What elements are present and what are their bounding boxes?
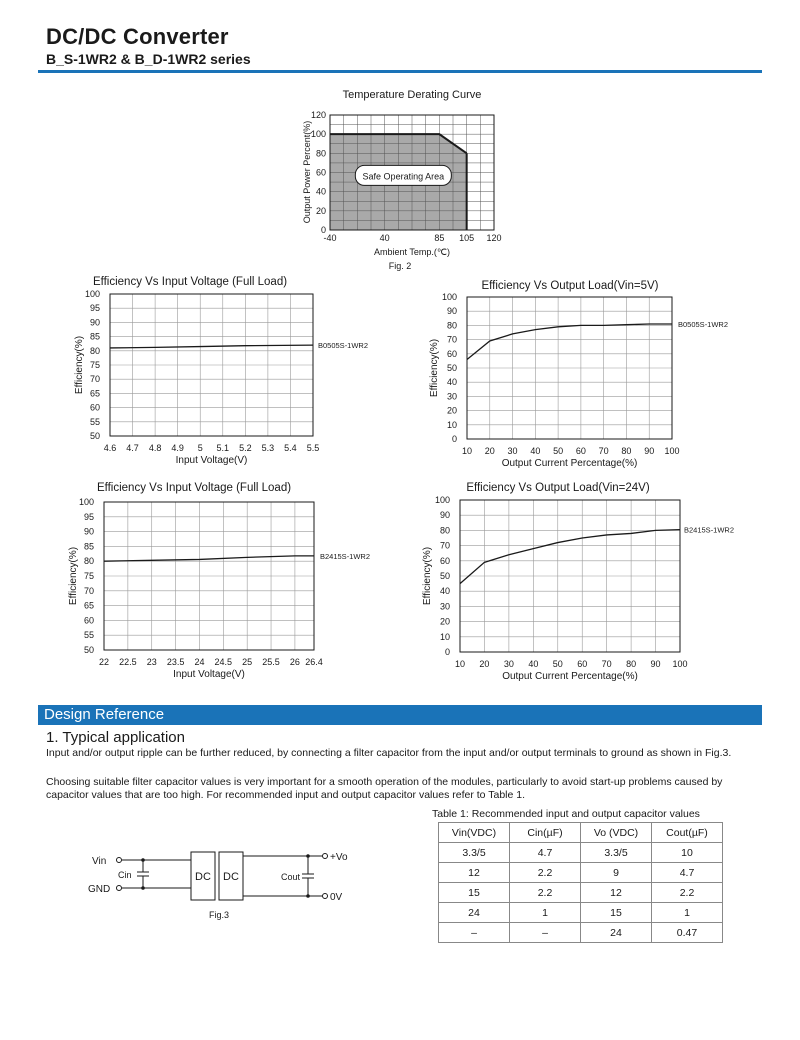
x-tick-label: 4.6 (103, 443, 117, 453)
table-cell: 2.2 (652, 883, 723, 903)
table-cell: 15 (439, 883, 510, 903)
table1-caption: Table 1: Recommended input and output capacitor values (432, 808, 700, 820)
y-tick-label: 60 (439, 555, 450, 566)
y-tick-label: 75 (83, 571, 94, 581)
x-tick-label: 26 (289, 657, 300, 667)
y-tick-label: 90 (446, 306, 457, 317)
x-tick-label: 80 (626, 659, 637, 669)
design-reference-bar (38, 705, 762, 725)
table-cell: 12 (581, 883, 652, 903)
y-tick-label: 80 (89, 345, 100, 356)
y-tick-label: 20 (446, 405, 457, 416)
y-tick-label: 120 (310, 110, 326, 120)
y-axis-label: Efficiency(%) (74, 335, 85, 395)
y-axis-label: Efficiency(%) (429, 338, 440, 398)
fig3-caption: Fig.3 (208, 910, 230, 920)
efficiency-vs-input-voltage-24v-chart (64, 478, 400, 690)
x-tick-label: 120 (486, 233, 502, 243)
y-tick-label: 70 (83, 585, 94, 596)
y-tick-label: 80 (83, 556, 94, 567)
table-cell: 24 (581, 923, 652, 943)
y-tick-label: 90 (439, 510, 450, 521)
y-tick-label: 85 (83, 541, 94, 552)
table-cell: 2.2 (510, 883, 581, 903)
y-tick-label: 0 (444, 647, 450, 657)
x-tick-label: 20 (479, 659, 490, 669)
dc-block-2: DC (223, 871, 239, 883)
y-tick-label: 70 (446, 334, 457, 345)
y-tick-label: 60 (446, 348, 457, 359)
x-tick-label: 25 (242, 657, 253, 667)
table-cell: 2.2 (510, 863, 581, 883)
ov-label: 0V (330, 892, 343, 903)
x-tick-label: 85 (434, 233, 445, 243)
fig2-title: Temperature Derating Curve (342, 89, 482, 101)
cin-label: Cin (118, 870, 132, 880)
y-tick-label: 20 (439, 616, 450, 627)
x-tick-label: 100 (672, 659, 688, 669)
y-tick-label: 0 (320, 225, 326, 235)
x-tick-label: 90 (644, 446, 655, 456)
y-tick-label: 10 (439, 631, 450, 642)
fig2-xlabel: Ambient Temp.(℃) (374, 247, 450, 257)
fig2-ylabel: Output Power Percent(%) (302, 120, 312, 224)
y-tick-label: 30 (439, 601, 450, 612)
table-row (439, 863, 723, 883)
x-tick-label: 24 (194, 657, 205, 667)
x-tick-label: 23 (146, 657, 157, 667)
header-rule (38, 70, 762, 73)
efficiency-vs-input-voltage-5v-chart (70, 272, 400, 472)
x-tick-label: 100 (664, 446, 680, 456)
y-axis-label: Efficiency(%) (422, 546, 433, 606)
x-tick-label: 105 (459, 233, 475, 243)
series-line (110, 345, 313, 348)
fig3-circuit-diagram (86, 842, 366, 922)
x-tick-label: 5.3 (261, 443, 275, 453)
section-title: Design Reference (44, 706, 165, 723)
y-tick-label: 55 (89, 416, 100, 427)
y-tick-label: 100 (84, 289, 100, 299)
cout-label: Cout (281, 872, 301, 882)
table-cell: 0.47 (652, 923, 723, 943)
gnd-label: GND (88, 884, 111, 895)
table-cell: 4.7 (510, 843, 581, 863)
page-title: DC/DC Converter (46, 24, 229, 49)
chart-title: Efficiency Vs Input Voltage (Full Load) (96, 482, 292, 494)
x-axis-label: Input Voltage(V) (173, 669, 245, 680)
y-tick-label: 40 (315, 186, 326, 197)
column-header: Vo (VDC) (581, 823, 652, 843)
x-tick-label: 22.5 (119, 657, 137, 667)
x-tick-label: 30 (503, 659, 514, 669)
y-tick-label: 50 (83, 645, 94, 655)
x-tick-label: 80 (621, 446, 632, 456)
table-row (439, 923, 723, 943)
y-tick-label: 100 (310, 129, 326, 140)
x-tick-label: 4.8 (148, 443, 162, 453)
table-cell: 12 (439, 863, 510, 883)
y-tick-label: 90 (89, 317, 100, 328)
y-tick-label: 60 (83, 615, 94, 626)
y-axis-label: Efficiency(%) (68, 546, 79, 606)
series-label: B2415S-1WR2 (684, 525, 735, 535)
efficiency-vs-output-load-24v-chart (418, 478, 768, 690)
typical-application-heading: 1. Typical application (46, 729, 185, 746)
y-tick-label: 40 (439, 586, 450, 597)
x-tick-label: 10 (454, 659, 466, 669)
x-tick-label: -40 (323, 233, 337, 243)
y-tick-label: 70 (439, 540, 450, 551)
table-cell: 1 (652, 903, 723, 923)
x-tick-label: 26.4 (305, 657, 323, 667)
x-tick-label: 40 (379, 233, 390, 243)
x-tick-label: 5.2 (239, 443, 252, 453)
table-header-row (439, 823, 723, 843)
x-tick-label: 24.5 (214, 657, 233, 667)
x-tick-label: 40 (530, 446, 541, 456)
x-tick-label: 90 (650, 659, 661, 669)
series-label: B2415S-1WR2 (320, 551, 371, 561)
x-tick-label: 5.5 (306, 443, 320, 453)
column-header: Cin(µF) (510, 823, 581, 843)
fig2-derating-chart (280, 82, 520, 272)
y-tick-label: 40 (446, 377, 457, 388)
y-tick-label: 60 (89, 402, 100, 413)
y-tick-label: 100 (441, 292, 457, 302)
table-cell: 15 (581, 903, 652, 923)
y-tick-label: 80 (439, 525, 450, 536)
x-tick-label: 50 (553, 446, 564, 456)
paragraph-ripple: Input and/or output ripple can be further reduced, by connecting a filter capacitor from the input and/or output terminals to ground as shown in Fig.3. (46, 747, 732, 759)
y-tick-label: 100 (78, 497, 94, 507)
table-cell: 10 (652, 843, 723, 863)
x-tick-label: 23.5 (166, 657, 185, 667)
series-line (467, 324, 672, 360)
soa-label: Safe Operating Area (362, 171, 445, 182)
x-tick-label: 20 (484, 446, 495, 456)
x-tick-label: 5.4 (284, 443, 297, 453)
y-tick-label: 55 (83, 630, 94, 641)
x-tick-label: 70 (601, 659, 612, 669)
y-tick-label: 10 (446, 419, 457, 430)
x-tick-label: 4.7 (126, 443, 139, 453)
vo-plus-label: +Vo (330, 852, 348, 863)
x-tick-label: 60 (577, 659, 588, 669)
y-tick-label: 70 (89, 374, 100, 385)
vin-label: Vin (92, 856, 107, 867)
y-tick-label: 85 (89, 331, 100, 342)
column-header: Cout(µF) (652, 823, 723, 843)
table-cell: 9 (581, 863, 652, 883)
table-cell: – (510, 923, 581, 943)
x-axis-label: Output Current Percentage(%) (502, 671, 638, 682)
capacitor-table (438, 822, 723, 943)
fig2-caption: Fig. 2 (388, 261, 412, 271)
efficiency-vs-output-load-5v-chart (425, 275, 765, 475)
y-tick-label: 30 (446, 391, 457, 402)
table-cell: 3.3/5 (581, 843, 652, 863)
x-tick-label: 40 (528, 659, 539, 669)
chart-title: Efficiency Vs Input Voltage (Full Load) (92, 276, 288, 288)
y-tick-label: 95 (89, 303, 100, 314)
y-tick-label: 50 (439, 571, 450, 581)
y-tick-label: 50 (89, 431, 100, 441)
x-axis-label: Output Current Percentage(%) (501, 458, 638, 469)
y-tick-label: 100 (434, 495, 450, 505)
page-subtitle: B_S-1WR2 & B_D-1WR2 series (46, 51, 251, 67)
series-label: B0505S-1WR2 (678, 319, 729, 329)
table-cell: 24 (439, 903, 510, 923)
x-tick-label: 5 (197, 443, 203, 453)
x-tick-label: 10 (461, 446, 473, 456)
y-tick-label: 65 (89, 388, 100, 399)
x-tick-label: 4.9 (171, 443, 184, 453)
y-tick-label: 90 (83, 526, 94, 537)
y-tick-label: 60 (315, 167, 326, 178)
y-tick-label: 20 (315, 205, 326, 216)
x-tick-label: 22 (98, 657, 110, 667)
x-tick-label: 25.5 (262, 657, 280, 667)
y-tick-label: 0 (451, 434, 457, 444)
dc-block-1: DC (195, 871, 211, 883)
chart-title: Efficiency Vs Output Load(Vin=5V) (481, 280, 659, 292)
paragraph-capacitor: Choosing suitable filter capacitor values is very important for a smooth operation of the modules, particularly to avoid start-up problems caused by capacitor values that are too high. For recommended input and output capacitor values refer to Table 1. (46, 776, 723, 801)
y-tick-label: 65 (83, 600, 94, 611)
y-tick-label: 75 (89, 360, 100, 370)
x-tick-label: 70 (598, 446, 609, 456)
y-tick-label: 80 (315, 148, 326, 159)
series-line (104, 556, 314, 561)
table-row (439, 843, 723, 863)
series-label: B0505S-1WR2 (318, 341, 369, 351)
x-axis-label: Input Voltage(V) (175, 455, 248, 466)
column-header: Vin(VDC) (439, 823, 510, 843)
table-row (439, 903, 723, 923)
chart-title: Efficiency Vs Output Load(Vin=24V) (466, 482, 650, 494)
table-cell: 3.3/5 (439, 843, 510, 863)
x-tick-label: 5.1 (216, 443, 230, 453)
table-cell: 1 (510, 903, 581, 923)
y-tick-label: 50 (446, 363, 457, 373)
y-tick-label: 80 (446, 320, 457, 331)
x-tick-label: 50 (552, 659, 563, 669)
table-cell: 4.7 (652, 863, 723, 883)
x-tick-label: 30 (507, 446, 518, 456)
table-cell: – (439, 923, 510, 943)
x-tick-label: 60 (575, 446, 586, 456)
series-line (460, 530, 680, 584)
y-tick-label: 95 (83, 511, 94, 522)
table-row (439, 883, 723, 903)
